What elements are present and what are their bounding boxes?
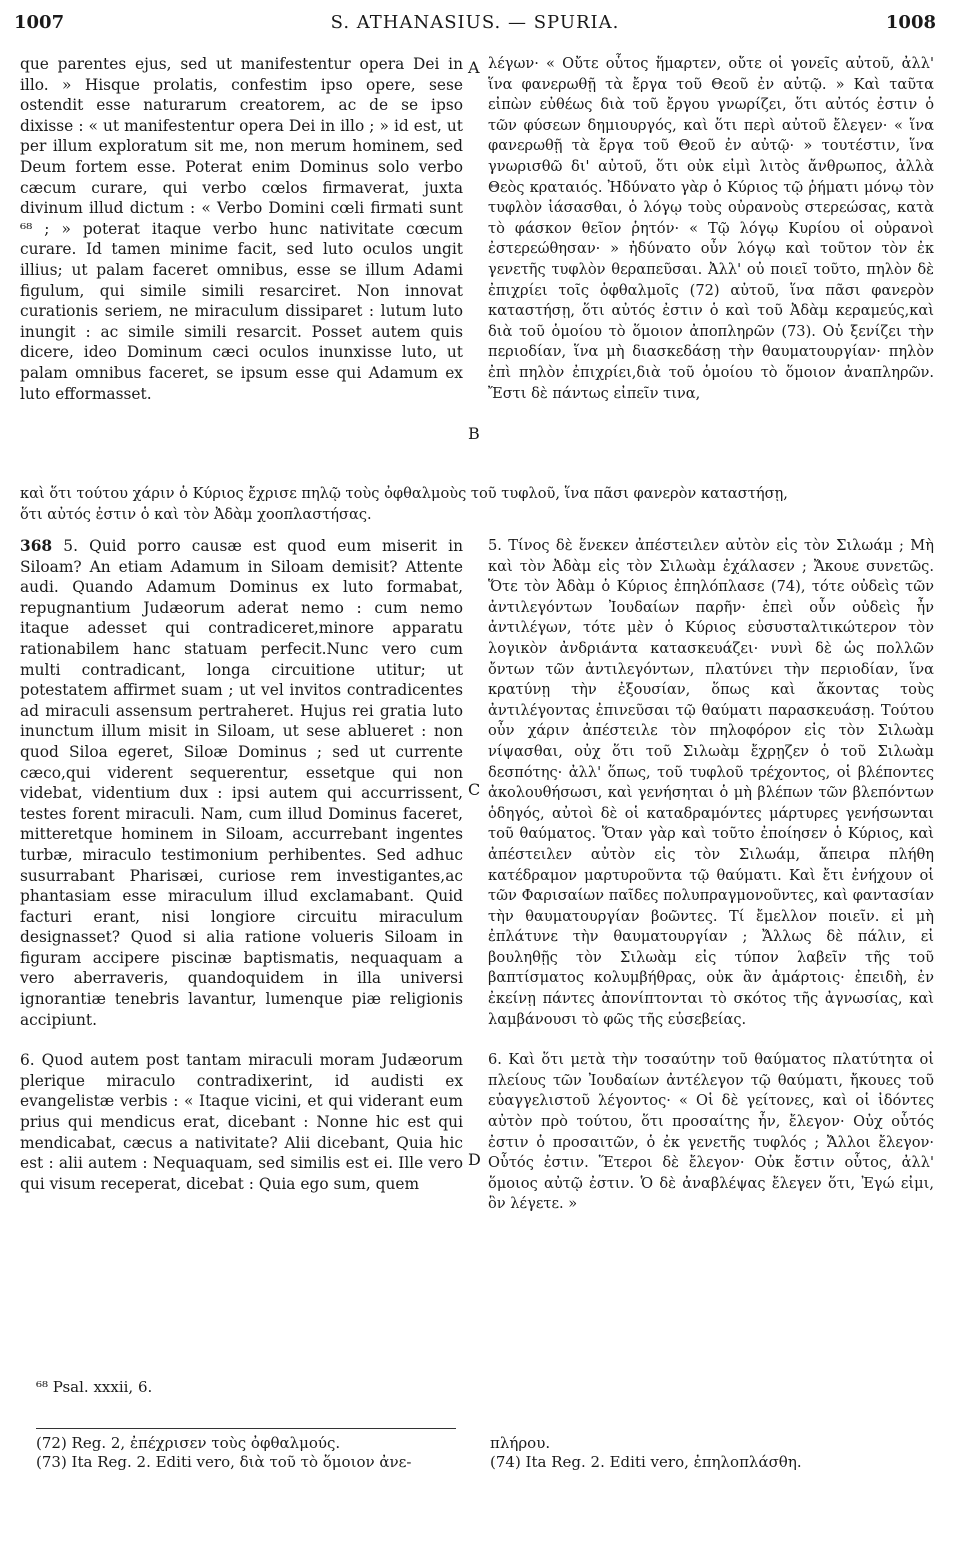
latin-column-section5 [20, 536, 463, 1194]
footnote-rule [36, 1428, 456, 1429]
footnotes-right [490, 1434, 930, 1472]
latin-section-number: 368 [20, 537, 53, 555]
footnote-73: (73) Ita Reg. 2. Editi vero, διὰ τοῦ τὸ ὅμοιον ἀνε- [36, 1453, 412, 1471]
running-title: S. ATHANASIUS. — SPURIA. [330, 12, 620, 33]
greek-span-line-1: καὶ ὅτι τούτου χάριν ὁ Κύριος ἔχρισε πηλῷ τοὺς ὀφθαλμοὺς τοῦ τυφλοῦ, ἵνα πᾶσι φανερὸν καταστήσῃ, [20, 485, 788, 502]
footnote-72: (72) Reg. 2, ἐπέχρισεν τοὺς ὀφθαλμούς. [36, 1434, 341, 1452]
latin-paragraph-1: que parentes ejus, sed ut manifestentur opera Dei in illo. » Hisque prolatis, confestim ipso opere, sese ostendit esse naturarum creatorem, ac de se ipso dixisse : « ut manifestentur opera Dei in illo ; » id est, ut per illum exploratum sit me, non merum hominem, sed Deum fortem esse. Poterat enim Dominus solo verbo cæcum curare, qui verbo cœlos firmaverat, juxta divinum illud dictum : « Verbo Domini cœli firmati sunt ⁶⁸ ; » poterat itaque verbo hunc nativitate cœcum curare. Id tamen minime facit, sed luto oculos ungit illius; ut palam faceret omnibus, esse se illum Adami figulum, qui simile simili resarciret. Non innovat curationis seriem, ne miraculum dissiparet : lutum luto inungit : ac simile simili resarcit. Posset autem quis dicere, ideo Dominum cæci oculos inunxisse luto, ut palam omnibus faceret, se ipsum esse qui Adamum ex luto efformasset. [20, 55, 463, 403]
greek-paragraph-1: λέγων· « Οὔτε οὗτος ἥμαρτεν, οὔτε οἱ γονεῖς αὐτοῦ, ἀλλ' ἵνα φανερωθῇ τὰ ἔργα τοῦ Θεοῦ ἐν αὐτῷ. » Καὶ ταῦτα εἰπὼν εὐθέως διὰ τοῦ ἔργου γνωρίζει, ὅτι αὐτός ἐστιν ὁ τῶν φύσεων δημιουργός, καὶ ὅτι περὶ αὐτοῦ ἔλεγεν· « ἵνα φανερωθῇ τὰ ἔργα τοῦ Θεοῦ ἐν αὐτῷ· » τουτέστιν, ἵνα γνωρισθῶ δι' αὐτοῦ, ὅτι οὐκ εἰμὶ λιτὸς ἄνθρωπος, ἀλλὰ Θεὸς κραταιός. Ἠδύνατο γὰρ ὁ Κύριος τῷ ῥήματι μόνῳ τὸν τυφλὸν ἰάσασθαι, ὁ λόγῳ τοὺς οὐρανοὺς στερεώσας, κατὰ τὸ φάσκον θεῖον ῥητόν· « Τῷ λόγῳ Κυρίου οἱ οὐρανοὶ ἐστερεώθησαν· » ἠδύνατο οὖν λόγῳ καὶ τοῦτον τὸν ἐκ γενετῆς τυφλὸν θεραπεῦσαι. Ἀλλ' οὐ ποιεῖ τοῦτο, πηλὸν δὲ ἐπιχρίει τοῖς ὀφθαλμοῖς (72) αὐτοῦ, ἵνα πᾶσι φανερὸν καταστήσῃ, ὅτι αὐτός ἐστιν ὁ καὶ τοῦ Ἀδὰμ κεραμεύς,καὶ διὰ τοῦ ὁμοίου τὸ ὅμοιον ἀποπληρῶν (73). Οὐ ξενίζει τὴν περιοδίαν, ἵνα μὴ διασκεδάσῃ τὴν θαυματουργίαν· πηλὸν ἐπὶ πηλὸν ἐπιχρίει,διὰ τοῦ ὁμοίου τὸ ὅμοιον ἀναπληρῶν. Ἔστι δὲ πάντως εἰπεῖν τινα, [488, 55, 934, 402]
greek-spanning-line [20, 484, 934, 525]
footnote-74: (74) Ita Reg. 2. Editi vero, ἐπηλοπλάσθη. [490, 1453, 802, 1471]
margin-marker-d: D [468, 1150, 481, 1169]
margin-marker-a: A [468, 58, 480, 77]
latin-section-5 [20, 536, 463, 1030]
footnote-73-continued: πλήρου. [490, 1434, 551, 1452]
margin-marker-b: B [468, 424, 480, 443]
page-header [14, 8, 936, 34]
greek-column-section5 [488, 536, 934, 1215]
latin-column-top [20, 54, 463, 404]
greek-section-5: 5. Τίνος δὲ ἕνεκεν ἀπέστειλεν αὐτὸν εἰς τὸν Σιλωάμ ; Μὴ καὶ τὸν Ἀδὰμ εἰς τὸν Σιλωὰμ ἐχάλασεν ; Ἄκουε συνετῶς. Ὅτε τὸν Ἀδὰμ ὁ Κύριος ἐπηλόπλασε (74), τότε οὐδεὶς τῶν ἀντιλεγόντων Ἰουδαίων παρῆν· ἐπεὶ οὖν οὐδεὶς ἦν ἀντιλέγων, τότε μὲν ὁ Κύριος εὐσυσταλτικώτερον τὸν λογικὸν ἀνδριάντα κατασκευάζει· νυνὶ δὲ ὡς πολλῶν ὄντων τῶν ἀντιλεγόντων, πλατύνει τὴν περιοδίαν, ἵνα κρατύνῃ τὴν ἐξουσίαν, ὅπως καὶ ἄκοντας τοὺς ἀντιλέγοντας ἐπινεῦσαι τῷ θαύματι παρασκευάσῃ. Τούτου οὖν χάριν ἀπέστειλε τὸν πηλοφόρον εἰς τὸν Σιλωὰμ νίψασθαι, οὐχ ὅτι τοῦ Σιλωὰμ ἔχρῃζεν ὁ τοῦ Σιλωὰμ δεσπότης· ἀλλ' ὅπως, τοῦ τυφλοῦ τρέχοντος, οἱ βλέποντες ἀκολουθήσωσι, καὶ γενήσηται ὁ μὴ βλέπων τῶν βλεπόντων ὁδηγός, αὐτοὶ δὲ οἱ καταδραμόντες μάρτυρες γενήσωνται τοῦ θαύματος. Ὅταν γὰρ καὶ τοῦτο ἐποίησεν ὁ Κύριος, καὶ ἀπέστειλεν αὐτὸν εἰς τὸν Σιλωάμ, ἄπειρα πλήθη κατέδραμον μαρτυροῦντα τῷ θαύματι. Καὶ ἔτι ἐνήχουν οἱ τῶν Φαρισαίων παῖδες πολυπραγμονοῦντες, καὶ φαντασίαν τὴν θαυματουργίαν βοῶντες. Τί ἔμελλον ποιεῖν. εἰ μὴ ἐπλάτυνε τὴν θαυματουργίαν ; Ἄλλως δὲ πάλιν, εἰ βουληθῇς τὸν Σιλωὰμ εἰς τύπον λαβεῖν τῆς τοῦ βαπτίσματος κολυμβήθρας, οὐκ ἂν ἁμάρτοις· ἐπειδὴ, ἐν ἐκείνῃ πάντες ἀπονίπτονται τὸ σκότος τῆς ἀγνωσίας, καὶ λαμβάνουσι τὸ φῶς τῆς εὐσεβείας. [488, 537, 934, 1028]
margin-marker-c: C [468, 780, 481, 799]
greek-section-6: 6. Καὶ ὅτι μετὰ τὴν τοσαύτην τοῦ θαύματος πλατύτητα οἱ πλείους τῶν Ἰουδαίων ἀντέλεγον τῷ θαύματι, ἤκουες τοῦ εὐαγγελιστοῦ λέγοντος· « Οἱ δὲ γείτονες, καὶ οἱ ἰδόντες αὐτὸν πρὸ τούτου, ὅτι προσαίτης ἦν, ἔλεγον· Οὐχ οὗτός ἐστιν ὁ προσαιτῶν, ὁ ἐκ γενετῆς τυφλός ; Ἄλλοι ἔλεγον· Οὗτός ἐστιν. Ἕτεροι δὲ ἔλεγον· Οὐκ ἔστιν οὗτος, ἀλλ' ὅμοιος αὐτῷ ἐστιν. Ὁ δὲ ἀναβλέψας ἔλεγεν ὅτι, Ἐγώ εἰμι, ὃν λέγετε. » [488, 1051, 934, 1213]
latin-section-5-text: 5. Quid porro causæ est quod eum miserit in Siloam? An etiam Adamum in Siloam demisit? Attente audi. Quando Adamum Dominus ex luto formabat, repugnantium Judæorum aderat nemo : cum nemo itaque adesset qui contradiceret,minore apparatu rationabilem hanc statuam perfecit.Nunc vero cum multi contradicant, longa circuitione utitur; ut potestatem affirmet suam ; ut vel invitos contradicentes ad miraculi assensum pertraheret. Hujus rei gratia luto inunctum illum misit in Siloam, ut sese ablueret : non quod Siloa egeret, Siloæ Dominus ; sed ut currente cæco,qui viderent sequerentur, essetque qui non videbat, videntium dux : ipsi autem qui accurrissent, testes forent miraculi. Nam, cum illud Dominus faceret, mitteretque hominem in Siloam, accurrebant ingentes turbæ, miraculo testimonium perhibentes. Sed adhuc susurrabant Pharisæi, curiose rem investigantes,ac phantasiam esse miraculum illud exclamabant. Quid facturi erant, nisi longiore circuitu miraculum designasset? Quod si alia ratione volueris Siloam in figuram accipere piscinæ baptismatis, nequaquam a vero aberraveris, quandoquidem in illa universi ignorantiæ tenebris lavantur, lumenque piæ religionis accipiunt. [20, 537, 463, 1029]
footnote-68: ⁶⁸ Psal. xxxii, 6. [36, 1378, 153, 1396]
greek-span-line-2: ὅτι αὐτός ἐστιν ὁ καὶ τὸν Ἀδὰμ χοοπλαστήσας. [20, 505, 372, 523]
page-number-right: 1008 [885, 12, 936, 33]
latin-section-6: 6. Quod autem post tantam miraculi moram Judæorum plerique miraculo contradixerint, id audisti ex evangelistæ verbis : « Itaque vicini, et qui viderant eum prius qui mendicus erat, dicebant : Nonne hic est qui mendicabat, cæcus a nativitate? Alii dicebant, Quia hic est : alii autem : Nequaquam, sed similis est ei. Ille vero qui visum receperat, dicebat : Quia ego sum, quem [20, 1051, 463, 1193]
footnotes-left [36, 1434, 466, 1472]
greek-column-top [488, 54, 934, 404]
page-number-left: 1007 [14, 12, 65, 33]
